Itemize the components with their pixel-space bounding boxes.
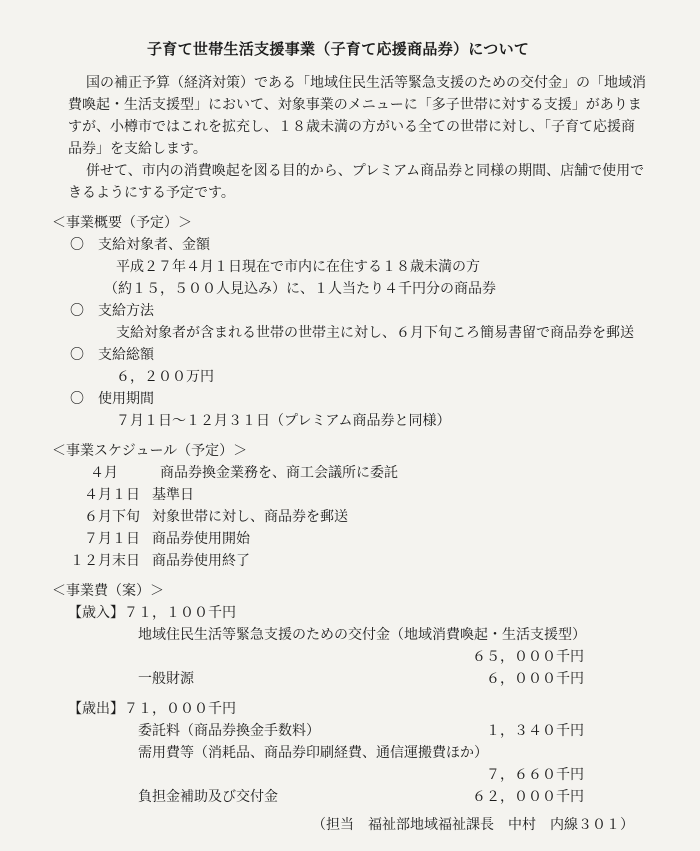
budget-heading: ＜事業費（案）＞	[52, 583, 164, 599]
schedule-date-4: ７月１日	[84, 531, 140, 547]
schedule-text-1: 商品券換金業務を、商工会議所に委託	[160, 465, 398, 481]
revenue-item-2-amount: ６，０００千円	[486, 671, 584, 687]
overview-marker-1: 〇	[70, 237, 84, 253]
schedule-text-3: 対象世帯に対し、商品券を郵送	[152, 509, 348, 525]
contact-note: （担当 福祉部地域福祉課長 中村 内線３０１）	[312, 817, 634, 833]
overview-label-4: 使用期間	[98, 391, 154, 407]
overview-detail-1b: （約１５，５００人見込み）に、１人当たり４千円分の商品券	[104, 281, 496, 297]
revenue-label: 【歳入】７１，１００千円	[68, 605, 236, 621]
intro-line-1: 国の補正予算（経済対策）である「地域住民生活等緊急支援のための交付金」の「地域消	[86, 75, 646, 91]
expenditure-item-2-amount: ７，６６０千円	[486, 767, 584, 783]
intro-line-4: 品券」を支給します。	[68, 141, 207, 157]
schedule-heading: ＜事業スケジュール（予定）＞	[52, 443, 248, 459]
expenditure-item-1-name: 委託料（商品券換金手数料）	[138, 723, 320, 739]
overview-label-3: 支給総額	[98, 347, 154, 363]
overview-detail-4: ７月１日～１２月３１日（プレミアム商品券と同様）	[116, 413, 451, 429]
expenditure-item-1-amount: １，３４０千円	[486, 723, 584, 739]
revenue-item-1-name: 地域住民生活等緊急支援のための交付金（地域消費喚起・生活支援型）	[138, 627, 586, 643]
overview-detail-2: 支給対象者が含まれる世帯の世帯主に対し、６月下旬ころ簡易書留で商品券を郵送	[116, 325, 634, 341]
intro-line-2: 費喚起・生活支援型」において、対象事業のメニューに「多子世帯に対する支援」がありま	[68, 97, 642, 113]
schedule-text-5: 商品券使用終了	[152, 553, 250, 569]
expenditure-item-3-amount: ６２，０００千円	[472, 789, 584, 805]
document-title: 子育て世帯生活支援事業（子育て応援商品券）について	[147, 40, 530, 58]
schedule-date-1: ４月	[90, 465, 118, 481]
overview-detail-3: ６，２００万円	[116, 369, 214, 385]
overview-marker-2: 〇	[70, 303, 84, 319]
intro-line-3: すが、小樽市ではこれを拡充し、１８歳未満の方がいる全ての世帯に対し、「子育て応援商	[68, 119, 635, 135]
overview-heading: ＜事業概要（予定）＞	[52, 215, 192, 231]
revenue-item-1-amount: ６５，０００千円	[472, 649, 584, 665]
overview-marker-3: 〇	[70, 347, 84, 363]
overview-label-1: 支給対象者、金額	[98, 237, 210, 253]
schedule-text-2: 基準日	[152, 487, 194, 503]
expenditure-item-3-name: 負担金補助及び交付金	[138, 789, 278, 805]
overview-marker-4: 〇	[70, 391, 84, 407]
intro-line-5: 併せて、市内の消費喚起を図る目的から、プレミアム商品券と同様の期間、店舗で使用で	[86, 163, 645, 179]
overview-detail-1a: 平成２７年４月１日現在で市内に在住する１８歳未満の方	[116, 259, 480, 275]
revenue-item-2-name: 一般財源	[138, 671, 194, 687]
schedule-date-5: １２月末日	[70, 553, 140, 569]
schedule-date-2: ４月１日	[84, 487, 140, 503]
expenditure-item-2-name: 需用費等（消耗品、商品券印刷経費、通信運搬費ほか）	[138, 745, 488, 761]
expenditure-label: 【歳出】７１，０００千円	[68, 701, 236, 717]
overview-label-2: 支給方法	[98, 303, 154, 319]
schedule-date-3: ６月下旬	[84, 509, 140, 525]
schedule-text-4: 商品券使用開始	[152, 531, 250, 547]
intro-line-6: きるようにする予定です。	[68, 185, 235, 201]
